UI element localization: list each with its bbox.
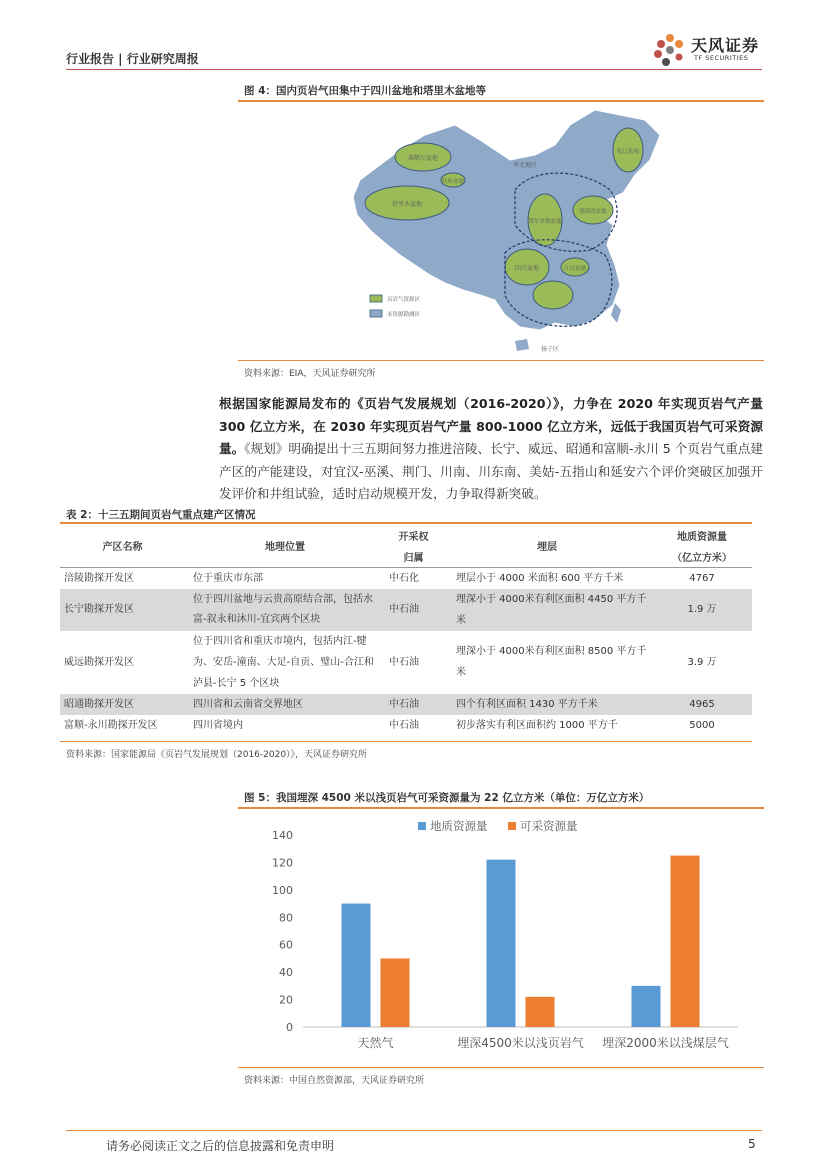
legend-swatch xyxy=(418,822,426,830)
figure5-source: 资料来源：中国自然资源部，天风证券研究所 xyxy=(244,1076,425,1086)
footer-divider xyxy=(66,1130,762,1131)
bar-recoverable xyxy=(671,856,700,1027)
cell-owner: 中石油 xyxy=(385,694,442,715)
table-row xyxy=(60,589,752,631)
cell-reserve: 5000 xyxy=(689,719,715,731)
cell-owner: 中石油 xyxy=(389,719,419,731)
map-label-sichuan: 四川盆地 xyxy=(514,265,540,272)
table2-top-rule xyxy=(60,522,752,524)
resource-bar-chart xyxy=(238,810,764,1065)
map-label-north-china: 华北地区 xyxy=(512,162,538,169)
header-divider xyxy=(66,69,762,70)
y-tick-label: 80 xyxy=(279,911,293,925)
y-tick-label: 140 xyxy=(272,829,293,842)
cell-layer: 四个有利区面积 1430 平方千米 xyxy=(442,694,652,715)
flower-logo-icon xyxy=(652,32,692,68)
y-tick-label: 40 xyxy=(279,966,293,980)
bar-recoverable xyxy=(526,997,555,1027)
x-category-label: 埋深4500米以浅页岩气 xyxy=(457,1036,584,1050)
map-label-tarim: 塔里木盆地 xyxy=(391,201,423,208)
y-tick-label: 0 xyxy=(286,1021,293,1034)
brand-name-en: TF SECURITIES xyxy=(694,54,749,62)
legend-swatch-unexplored xyxy=(370,310,382,317)
brand-name: 天风证券 xyxy=(691,36,760,55)
bar-geological xyxy=(342,904,371,1027)
table-row xyxy=(60,631,752,694)
cell-location: 位于四川省和重庆市境内，包括内江-犍为、安岳-潼南、大足-自贡、璧山-合江和泸县-长宁 5 个区块 xyxy=(193,635,374,689)
cell-name: 威远勘探开发区 xyxy=(64,656,134,668)
region-yangtze xyxy=(533,281,573,309)
bar-recoverable xyxy=(381,958,410,1027)
map-label-yangtze: 扬子区 xyxy=(540,346,560,353)
map-label-junggar: 准噶尔盆地 xyxy=(407,155,439,162)
production-zones-table xyxy=(60,525,752,736)
report-category: 行业报告 | 行业研究周报 xyxy=(66,52,199,66)
header-location: 地理位置 xyxy=(265,542,305,554)
cell-reserve: 1.9 万 xyxy=(652,589,752,631)
figure5-title: 图 5：我国埋深 4500 米以浅页岩气可采资源量为 22 亿立方米（单位：万亿立方米） xyxy=(244,792,650,804)
hainan-island xyxy=(515,339,529,351)
figure4-bottom-rule xyxy=(238,360,764,361)
y-tick-label: 120 xyxy=(272,856,293,870)
cell-layer: 埋深小于 4000米有利区面积 4450 平方千米 xyxy=(442,589,652,631)
header-reserve-line1: 地质资源量 xyxy=(677,532,727,543)
figure4-top-rule xyxy=(238,100,764,102)
cell-name: 涪陵勘探开发区 xyxy=(60,567,185,589)
cell-layer: 埋深小于 4000米有利区面积 8500 平方千米 xyxy=(456,646,647,678)
bar-geological xyxy=(632,986,661,1027)
table-row xyxy=(60,715,752,736)
y-tick-label: 60 xyxy=(279,938,293,952)
legend-swatch-shale xyxy=(370,295,382,302)
footer-disclaimer: 请务必阅读正文之后的信息披露和免责申明 xyxy=(106,1139,335,1153)
table-row xyxy=(60,567,752,589)
figure5-bottom-rule xyxy=(238,1067,764,1068)
figure4-source: 资料来源：EIA，天风证券研究所 xyxy=(244,369,376,379)
cell-reserve: 4767 xyxy=(652,567,752,589)
map-label-songliao: 松辽盆地 xyxy=(616,149,640,155)
x-category-label: 埋深2000米以浅煤层气 xyxy=(602,1036,729,1050)
header-layer: 埋层 xyxy=(537,542,557,554)
table2-title: 表 2：十三五期间页岩气重点建产区情况 xyxy=(66,509,256,521)
legend-label: 地质资源量 xyxy=(430,819,488,833)
map-label-ordos: 鄂尔多斯盆地 xyxy=(528,219,562,225)
header-owner-line1: 开采权 xyxy=(398,532,429,543)
legend-label-unexplored: 未资源勘测区 xyxy=(387,312,421,318)
cell-location: 位于重庆市东部 xyxy=(185,567,385,589)
table-row xyxy=(60,694,752,715)
header-owner-line2: 归属 xyxy=(403,552,424,564)
page-number: 5 xyxy=(748,1137,756,1151)
cell-layer: 埋层小于 4000 米面积 600 平方千米 xyxy=(442,567,652,589)
cell-reserve: 4965 xyxy=(652,694,752,715)
header-reserve-line2: （亿立方米） xyxy=(672,552,732,564)
china-map xyxy=(345,105,675,355)
cell-name: 富顺-永川勘探开发区 xyxy=(64,719,158,731)
cell-name: 昭通勘探开发区 xyxy=(60,694,185,715)
body-paragraph xyxy=(219,393,763,506)
cell-owner: 中石化 xyxy=(385,567,442,589)
legend-label-shale: 页岩气资源区 xyxy=(387,297,421,303)
table2-source: 资料来源：国家能源局《页岩气发展规划（2016-2020）》，天风证券研究所 xyxy=(66,750,368,760)
map-label-jianghan: 江汉盆地 xyxy=(563,266,587,272)
cell-layer: 初步落实有利区面积约 1000 平方千 xyxy=(456,719,618,731)
y-tick-label: 100 xyxy=(272,883,293,897)
figure5-top-rule xyxy=(238,807,764,809)
cell-location: 位于四川盆地与云贵高原结合部，包括水富-叙永和沐川-宜宾两个区块 xyxy=(185,589,385,631)
legend-swatch xyxy=(508,822,516,830)
cell-reserve: 3.9 万 xyxy=(687,656,717,668)
cell-location: 四川省和云南省交界地区 xyxy=(185,694,385,715)
figure4-title: 图 4：国内页岩气田集中于四川盆地和塔里木盆地等 xyxy=(244,85,486,97)
legend-label: 可采资源量 xyxy=(520,819,578,833)
cell-owner: 中石油 xyxy=(385,589,442,631)
x-category-label: 天然气 xyxy=(357,1036,394,1050)
cell-location: 四川省境内 xyxy=(193,719,243,731)
header-name: 产区名称 xyxy=(102,542,143,554)
table2-bottom-rule xyxy=(60,741,752,742)
map-label-bohai: 渤海湾盆地 xyxy=(579,209,607,215)
cell-name: 长宁勘探开发区 xyxy=(60,589,185,631)
paragraph-bold-lead: 根据国家能源局发布的《页岩气发展规划（2016-2020）》，力争在 2020 年实现页岩气产量 300 亿立方米，在 2030 年实现页岩气产量 800-1000 亿立方米，远低于我国页岩气可采资源量。 xyxy=(219,396,763,457)
paragraph-body-text: 《规划》明确提出十三五期间努力推进涪陵、长宁、威远、昭通和富顺-永川 5 个页岩气重点建产区的产能建设，对宜汉-巫溪、荆门、川南、川东南、美姑-五指山和延安六个评价突破区加强开发评价和井组试验，适时启动规模开发，力争取得新突破。 xyxy=(219,441,764,502)
tf-securities-logo xyxy=(652,32,764,68)
y-tick-label: 20 xyxy=(279,993,293,1007)
cell-owner: 中石油 xyxy=(389,656,419,668)
bar-geological xyxy=(487,860,516,1027)
map-label-turpan: 吐哈盆地 xyxy=(441,179,465,185)
